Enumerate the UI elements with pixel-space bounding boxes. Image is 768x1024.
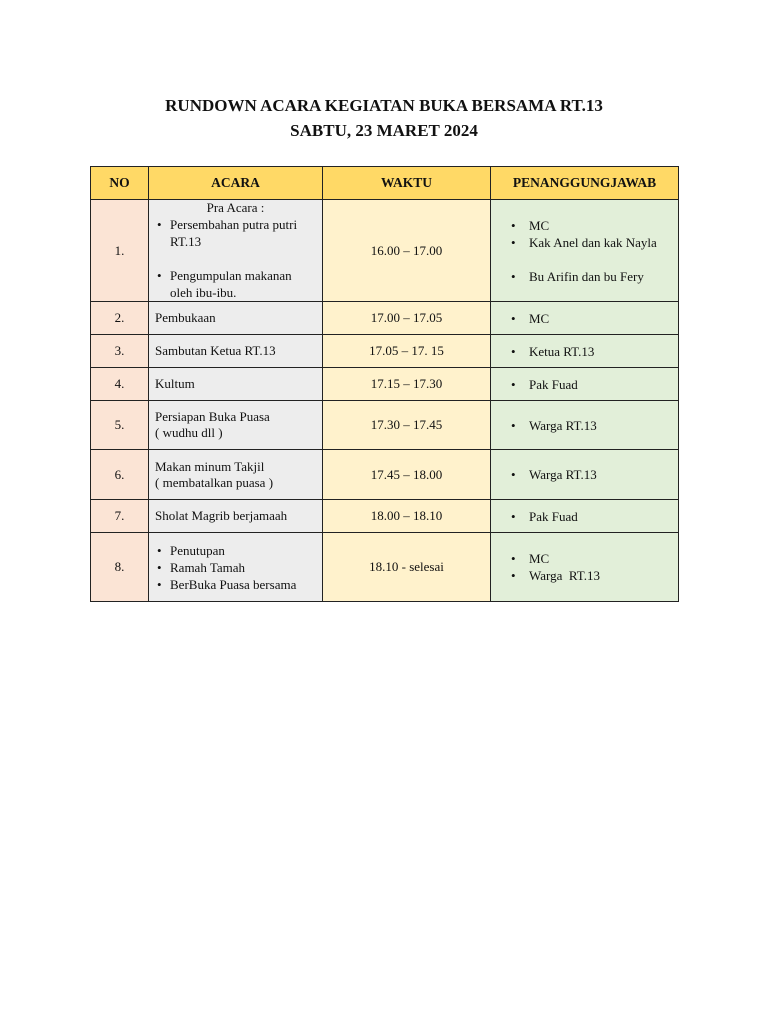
pj-cell: [491, 200, 679, 302]
document-title: [0, 93, 768, 143]
waktu-cell: 17.45 – 18.00: [323, 450, 491, 500]
list-item: • MC: [511, 217, 672, 234]
acara-line: ( wudhu dll ): [155, 425, 223, 440]
pj-cell: [491, 302, 679, 335]
acara-cell: [149, 200, 323, 302]
pj-cell: [491, 533, 679, 602]
header-pj: PENANGGUNGJAWAB: [491, 167, 679, 200]
acara-line: Makan minum Takjil: [155, 458, 265, 474]
list-item: • Pengumpulan makanan oleh ibu-ibu.: [155, 267, 316, 301]
table-row: [91, 401, 679, 450]
pj-cell: [491, 368, 679, 401]
acara-cell: [149, 533, 323, 602]
list-item: • MC: [511, 550, 672, 567]
list-item: • BerBuka Puasa bersama: [155, 576, 316, 593]
header-acara: ACARA: [149, 167, 323, 200]
row-number: 2.: [91, 302, 149, 335]
list-item: • Bu Arifin dan bu Fery: [511, 268, 672, 285]
table-row: [91, 335, 679, 368]
list-item: • Warga RT.13: [511, 417, 672, 434]
acara-line: ( membatalkan puasa ): [155, 474, 274, 490]
pj-cell: [491, 335, 679, 368]
list-item: • Pak Fuad: [511, 508, 672, 525]
waktu-cell: 17.30 – 17.45: [323, 401, 491, 450]
acara-list: [155, 267, 316, 301]
header-waktu: WAKTU: [323, 167, 491, 200]
acara-cell: Pembukaan: [149, 302, 323, 335]
waktu-cell: 17.05 – 17. 15: [323, 335, 491, 368]
list-item: • MC: [511, 310, 672, 327]
list-item: • Persembahan putra putri RT.13: [155, 216, 316, 250]
waktu-cell: 18.00 – 18.10: [323, 500, 491, 533]
acara-heading: Pra Acara :: [206, 200, 265, 215]
list-item: • Warga RT.13: [511, 466, 672, 483]
waktu-cell: 18.10 - selesai: [323, 533, 491, 602]
row-number: 3.: [91, 335, 149, 368]
row-number: 8.: [91, 533, 149, 602]
rundown-table: [90, 166, 679, 602]
acara-cell: Sambutan Ketua RT.13: [149, 335, 323, 368]
acara-list: [155, 542, 316, 593]
table-header-row: [91, 167, 679, 200]
table-row: [91, 533, 679, 602]
title-line-1: RUNDOWN ACARA KEGIATAN BUKA BERSAMA RT.13: [165, 96, 603, 115]
row-number: 7.: [91, 500, 149, 533]
pj-list: [511, 217, 672, 251]
waktu-cell: 17.15 – 17.30: [323, 368, 491, 401]
table-row: [91, 500, 679, 533]
pj-cell: [491, 401, 679, 450]
list-item: • Warga RT.13: [511, 567, 672, 584]
acara-cell: Kultum: [149, 368, 323, 401]
list-item: • Ketua RT.13: [511, 343, 672, 360]
table-row: [91, 302, 679, 335]
row-number: 5.: [91, 401, 149, 450]
table-row: [91, 368, 679, 401]
acara-cell: [149, 500, 323, 533]
table-row: [91, 200, 679, 302]
waktu-cell: 16.00 – 17.00: [323, 200, 491, 302]
list-item: • Kak Anel dan kak Nayla: [511, 234, 672, 251]
list-item: • Penutupan: [155, 542, 316, 559]
list-item: • Ramah Tamah: [155, 559, 316, 576]
header-no: NO: [91, 167, 149, 200]
row-number: 4.: [91, 368, 149, 401]
acara-cell: [149, 401, 323, 450]
row-number: 1.: [91, 200, 149, 302]
table-row: [91, 450, 679, 500]
acara-list: [155, 216, 316, 250]
list-item: • Pak Fuad: [511, 376, 672, 393]
waktu-cell: 17.00 – 17.05: [323, 302, 491, 335]
pj-list: [511, 268, 672, 285]
pj-list: [511, 550, 672, 584]
row-number: 6.: [91, 450, 149, 500]
pj-cell: [491, 500, 679, 533]
acara-line: Persiapan Buka Puasa: [155, 409, 270, 424]
acara-cell: [149, 450, 323, 500]
pj-cell: [491, 450, 679, 500]
title-line-2: SABTU, 23 MARET 2024: [290, 121, 478, 140]
acara-line: Sholat Magrib berjamaah: [155, 508, 288, 523]
